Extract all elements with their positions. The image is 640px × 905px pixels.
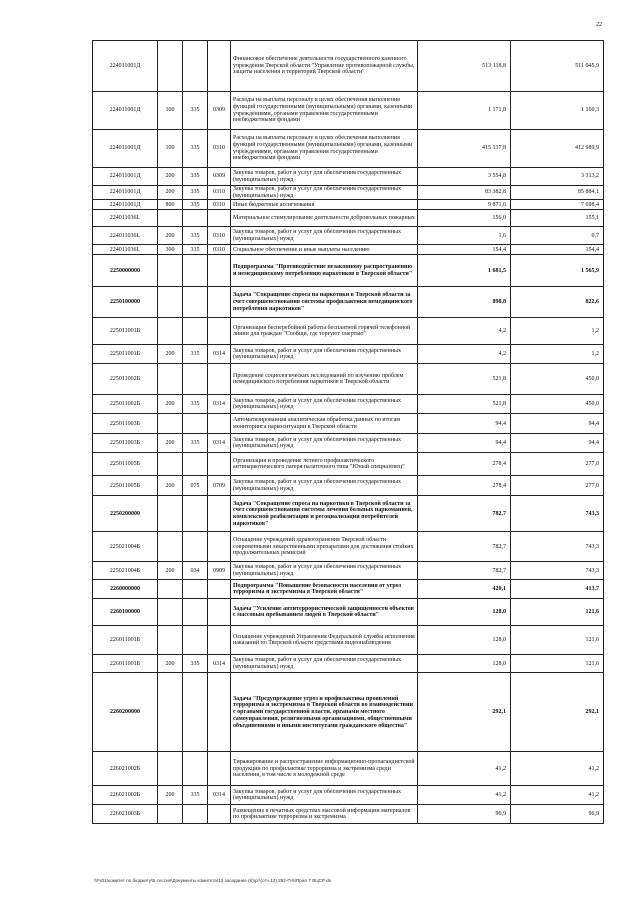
executed-amount-cell: 511 045,9 bbox=[511, 41, 604, 92]
section-code-cell bbox=[208, 599, 231, 626]
item-name-cell: Финансовое обеспечение деятельности государственного казенного учреждения Тверской области "Управление противопожарной службы, защиты населения и территорий Тверской области" bbox=[231, 41, 418, 92]
section-code-cell bbox=[208, 318, 231, 345]
expense-type-cell bbox=[158, 805, 183, 824]
section-code-cell: 0314 bbox=[208, 345, 231, 364]
department-code-cell bbox=[183, 210, 208, 227]
planned-amount-cell: 278,4 bbox=[418, 453, 511, 476]
section-code-cell: 0310 bbox=[208, 227, 231, 245]
executed-amount-cell: 292,1 bbox=[511, 673, 604, 752]
target-code-cell: 224011001Д bbox=[93, 168, 158, 186]
table-row bbox=[93, 786, 604, 805]
table-row bbox=[93, 186, 604, 200]
section-code-cell: 0310 bbox=[208, 186, 231, 200]
target-code-cell: 2260100000 bbox=[93, 599, 158, 626]
item-name-cell: Задача "Сокращение спроса на наркотики в Тверской области за счет совершенствования системы профилактики немедицинского потребления наркотиков" bbox=[231, 287, 418, 318]
section-code-cell bbox=[208, 453, 231, 476]
expense-type-cell bbox=[158, 453, 183, 476]
item-name-cell: Подпрограмма "Противодействие незаконному распространению и немедицинскому потреблению наркотиков в Тверской области" bbox=[231, 255, 418, 287]
expense-type-cell: 200 bbox=[158, 655, 183, 673]
expense-type-cell bbox=[158, 496, 183, 532]
section-code-cell bbox=[208, 752, 231, 786]
expense-type-cell bbox=[158, 580, 183, 599]
planned-amount-cell: 94,4 bbox=[418, 414, 511, 434]
item-name-cell: Организация бесперебойной работы бесплатной горячей телефонной линии для граждан "Сообщи, где торгуют смертью" bbox=[231, 318, 418, 345]
item-name-cell: Размещение в печатных средствах массовой информации материалов по профилактике терроризма и экстремизма bbox=[231, 805, 418, 824]
department-code-cell: 034 bbox=[183, 562, 208, 580]
department-code-cell bbox=[183, 41, 208, 92]
item-name-cell: Закупка товаров, работ и услуг для обеспечения государственных (муниципальных) нужд bbox=[231, 168, 418, 186]
table-row bbox=[93, 200, 604, 210]
target-code-cell: 226021002Б bbox=[93, 752, 158, 786]
section-code-cell: 0314 bbox=[208, 395, 231, 414]
section-code-cell: 0310 bbox=[208, 200, 231, 210]
department-code-cell: 335 bbox=[183, 395, 208, 414]
target-code-cell: 225011002Б bbox=[93, 364, 158, 395]
section-code-cell bbox=[208, 673, 231, 752]
target-code-cell: 225011003Б bbox=[93, 434, 158, 453]
planned-amount-cell: 83 382,8 bbox=[418, 186, 511, 200]
planned-amount-cell: 41,2 bbox=[418, 786, 511, 805]
expense-type-cell: 200 bbox=[158, 434, 183, 453]
target-code-cell: 226011001Б bbox=[93, 655, 158, 673]
section-code-cell: 0909 bbox=[208, 562, 231, 580]
executed-amount-cell: 3 313,2 bbox=[511, 168, 604, 186]
executed-amount-cell: 277,0 bbox=[511, 453, 604, 476]
expense-type-cell bbox=[158, 210, 183, 227]
department-code-cell bbox=[183, 496, 208, 532]
table-row bbox=[93, 532, 604, 562]
executed-amount-cell: 1,2 bbox=[511, 345, 604, 364]
section-code-cell bbox=[208, 364, 231, 395]
executed-amount-cell: 1 160,3 bbox=[511, 92, 604, 130]
department-code-cell: 335 bbox=[183, 245, 208, 255]
planned-amount-cell: 94,4 bbox=[418, 434, 511, 453]
target-code-cell: 224011001Д bbox=[93, 200, 158, 210]
table-row bbox=[93, 255, 604, 287]
table-row bbox=[93, 476, 604, 496]
section-code-cell bbox=[208, 414, 231, 434]
expense-type-cell: 200 bbox=[158, 227, 183, 245]
table-row bbox=[93, 673, 604, 752]
expense-type-cell: 100 bbox=[158, 92, 183, 130]
expense-type-cell: 200 bbox=[158, 168, 183, 186]
target-code-cell: 224011001Д bbox=[93, 186, 158, 200]
section-code-cell: 0314 bbox=[208, 786, 231, 805]
item-name-cell: Закупка товаров, работ и услуг для обеспечения государственных (муниципальных) нужд bbox=[231, 227, 418, 245]
department-code-cell: 335 bbox=[183, 130, 208, 168]
executed-amount-cell: 1,2 bbox=[511, 318, 604, 345]
target-code-cell: 225011005Б bbox=[93, 453, 158, 476]
planned-amount-cell: 782,7 bbox=[418, 532, 511, 562]
executed-amount-cell: 94,4 bbox=[511, 414, 604, 434]
executed-amount-cell: 154,4 bbox=[511, 245, 604, 255]
expense-type-cell: 100 bbox=[158, 130, 183, 168]
section-code-cell bbox=[208, 287, 231, 318]
executed-amount-cell: 94,4 bbox=[511, 434, 604, 453]
section-code-cell: 0309 bbox=[208, 168, 231, 186]
executed-amount-cell: 743,3 bbox=[511, 532, 604, 562]
executed-amount-cell: 41,2 bbox=[511, 752, 604, 786]
executed-amount-cell: 96,9 bbox=[511, 805, 604, 824]
planned-amount-cell: 1 681,5 bbox=[418, 255, 511, 287]
target-code-cell: 224011036L bbox=[93, 210, 158, 227]
table-row bbox=[93, 364, 604, 395]
executed-amount-cell: 0,7 bbox=[511, 227, 604, 245]
department-code-cell bbox=[183, 599, 208, 626]
table-row bbox=[93, 580, 604, 599]
section-code-cell bbox=[208, 532, 231, 562]
item-name-cell: Тиражирование и распространение информационно-пропагандистской продукции по профилактике терроризма и экстремизма среди населения, в том числе в молодежной среде bbox=[231, 752, 418, 786]
target-code-cell: 224011036L bbox=[93, 227, 158, 245]
planned-amount-cell: 415 137,8 bbox=[418, 130, 511, 168]
expense-type-cell: 200 bbox=[158, 395, 183, 414]
department-code-cell bbox=[183, 287, 208, 318]
target-code-cell: 2260200000 bbox=[93, 673, 158, 752]
expense-type-cell: 200 bbox=[158, 476, 183, 496]
table-row bbox=[93, 752, 604, 786]
expense-type-cell bbox=[158, 752, 183, 786]
expense-type-cell: 300 bbox=[158, 245, 183, 255]
department-code-cell bbox=[183, 532, 208, 562]
planned-amount-cell: 3 554,8 bbox=[418, 168, 511, 186]
item-name-cell: Закупка товаров, работ и услуг для обеспечения государственных (муниципальных) нужд bbox=[231, 655, 418, 673]
table-row bbox=[93, 434, 604, 453]
expense-type-cell bbox=[158, 255, 183, 287]
planned-amount-cell: 154,4 bbox=[418, 245, 511, 255]
item-name-cell: Закупка товаров, работ и услуг для обеспечения государственных (муниципальных) нужд bbox=[231, 562, 418, 580]
item-name-cell: Подпрограмма "Повышение безопасности населения от угроз терроризма и экстремизма в Тверской области" bbox=[231, 580, 418, 599]
target-code-cell: 225011001Б bbox=[93, 345, 158, 364]
target-code-cell: 225021004Б bbox=[93, 532, 158, 562]
planned-amount-cell: 4,2 bbox=[418, 345, 511, 364]
item-name-cell: Закупка товаров, работ и услуг для обеспечения государственных (муниципальных) нужд bbox=[231, 186, 418, 200]
executed-amount-cell: 121,6 bbox=[511, 599, 604, 626]
department-code-cell bbox=[183, 255, 208, 287]
expense-type-cell bbox=[158, 532, 183, 562]
table-row bbox=[93, 227, 604, 245]
executed-amount-cell: 743,3 bbox=[511, 562, 604, 580]
section-code-cell: 0314 bbox=[208, 434, 231, 453]
expense-type-cell: 200 bbox=[158, 186, 183, 200]
section-code-cell: 0709 bbox=[208, 476, 231, 496]
item-name-cell: Автоматизированная аналитическая обработка данных по итогам мониторинга наркоситуации в Тверской области bbox=[231, 414, 418, 434]
item-name-cell: Расходы на выплаты персоналу в целях обеспечения выполнения функций государственными (муниципальными) органами, казенными учреждениями, органами управления государственными внебюджетными фондами bbox=[231, 130, 418, 168]
expense-type-cell bbox=[158, 318, 183, 345]
expense-type-cell bbox=[158, 626, 183, 655]
table-row bbox=[93, 245, 604, 255]
section-code-cell bbox=[208, 210, 231, 227]
executed-amount-cell: 743,3 bbox=[511, 496, 604, 532]
planned-amount-cell: 292,1 bbox=[418, 673, 511, 752]
item-name-cell: Задача "Усиление антитеррористической защищенности объектов с массовым пребыванием людей в Тверской области" bbox=[231, 599, 418, 626]
department-code-cell bbox=[183, 805, 208, 824]
target-code-cell: 225011002Б bbox=[93, 395, 158, 414]
item-name-cell: Закупка товаров, работ и услуг для обеспечения государственных (муниципальных) нужд bbox=[231, 786, 418, 805]
department-code-cell: 335 bbox=[183, 168, 208, 186]
expense-type-cell: 200 bbox=[158, 786, 183, 805]
planned-amount-cell: 513 118,8 bbox=[418, 41, 511, 92]
planned-amount-cell: 128,0 bbox=[418, 626, 511, 655]
section-code-cell bbox=[208, 805, 231, 824]
executed-amount-cell: 450,0 bbox=[511, 364, 604, 395]
item-name-cell: Оснащение учреждений Управления Федеральной службы исполнения наказаний по Тверской области средствами видеонаблюдения bbox=[231, 626, 418, 655]
section-code-cell bbox=[208, 626, 231, 655]
planned-amount-cell: 420,1 bbox=[418, 580, 511, 599]
target-code-cell: 225021004Б bbox=[93, 562, 158, 580]
planned-amount-cell: 782,7 bbox=[418, 562, 511, 580]
department-code-cell bbox=[183, 318, 208, 345]
department-code-cell: 335 bbox=[183, 786, 208, 805]
table-row bbox=[93, 599, 604, 626]
department-code-cell bbox=[183, 752, 208, 786]
item-name-cell: Закупка товаров, работ и услуг для обеспечения государственных (муниципальных) нужд bbox=[231, 434, 418, 453]
department-code-cell bbox=[183, 453, 208, 476]
planned-amount-cell: 9 871,6 bbox=[418, 200, 511, 210]
expense-type-cell bbox=[158, 41, 183, 92]
executed-amount-cell: 412 989,9 bbox=[511, 130, 604, 168]
expense-type-cell bbox=[158, 287, 183, 318]
target-code-cell: 224011036L bbox=[93, 245, 158, 255]
item-name-cell: Закупка товаров, работ и услуг для обеспечения государственных (муниципальных) нужд bbox=[231, 476, 418, 496]
department-code-cell bbox=[183, 580, 208, 599]
target-code-cell: 224011001Д bbox=[93, 92, 158, 130]
item-name-cell: Задача "Сокращение спроса на наркотики в Тверской области за счет совершенствования системы лечения больных наркоманией, комплексной реабилитации и ресоциализации потребителей наркотиков" bbox=[231, 496, 418, 532]
target-code-cell: 225011001Б bbox=[93, 318, 158, 345]
table-row bbox=[93, 130, 604, 168]
executed-amount-cell: 413,7 bbox=[511, 580, 604, 599]
executed-amount-cell: 121,6 bbox=[511, 655, 604, 673]
target-code-cell: 2250100000 bbox=[93, 287, 158, 318]
table-row bbox=[93, 414, 604, 434]
target-code-cell: 225011005Б bbox=[93, 476, 158, 496]
target-code-cell: 226011001Б bbox=[93, 626, 158, 655]
executed-amount-cell: 450,0 bbox=[511, 395, 604, 414]
budget-table bbox=[92, 40, 604, 824]
target-code-cell: 2250200000 bbox=[93, 496, 158, 532]
item-name-cell: Закупка товаров, работ и услуг для обеспечения государственных (муниципальных) нужд bbox=[231, 395, 418, 414]
table-row bbox=[93, 345, 604, 364]
department-code-cell bbox=[183, 364, 208, 395]
department-code-cell bbox=[183, 414, 208, 434]
department-code-cell: 335 bbox=[183, 92, 208, 130]
table-row bbox=[93, 318, 604, 345]
planned-amount-cell: 128,0 bbox=[418, 655, 511, 673]
table-row bbox=[93, 655, 604, 673]
table-row bbox=[93, 287, 604, 318]
planned-amount-cell: 898,8 bbox=[418, 287, 511, 318]
table-row bbox=[93, 395, 604, 414]
section-code-cell: 0310 bbox=[208, 130, 231, 168]
planned-amount-cell: 41,2 bbox=[418, 752, 511, 786]
table-row bbox=[93, 562, 604, 580]
item-name-cell: Проведение социологических исследований по изучению проблем немедицинского потребления наркотиков в Тверской области bbox=[231, 364, 418, 395]
item-name-cell: Материальное стимулирование деятельности добровольных пожарных bbox=[231, 210, 418, 227]
department-code-cell: 335 bbox=[183, 200, 208, 210]
expense-type-cell bbox=[158, 414, 183, 434]
executed-amount-cell: 1 565,9 bbox=[511, 255, 604, 287]
executed-amount-cell: 277,0 bbox=[511, 476, 604, 496]
executed-amount-cell: 822,6 bbox=[511, 287, 604, 318]
department-code-cell: 335 bbox=[183, 227, 208, 245]
table-row bbox=[93, 210, 604, 227]
table-row bbox=[93, 168, 604, 186]
planned-amount-cell: 1,6 bbox=[418, 227, 511, 245]
section-code-cell bbox=[208, 580, 231, 599]
item-name-cell: Иные бюджетные ассигнования bbox=[231, 200, 418, 210]
table-row bbox=[93, 41, 604, 92]
table-row bbox=[93, 453, 604, 476]
section-code-cell bbox=[208, 255, 231, 287]
expense-type-cell: 200 bbox=[158, 562, 183, 580]
section-code-cell: 0314 bbox=[208, 655, 231, 673]
item-name-cell: Социальное обеспечение и иные выплаты населению bbox=[231, 245, 418, 255]
table-row bbox=[93, 496, 604, 532]
planned-amount-cell: 156,0 bbox=[418, 210, 511, 227]
planned-amount-cell: 521,8 bbox=[418, 395, 511, 414]
item-name-cell: Организация и проведение летнего профилактического антинаркотического лагеря палаточного типа "Юный спецназовец" bbox=[231, 453, 418, 476]
item-name-cell: Оснащение учреждений здравоохранения Тверской области современными лекарственными препаратами для достижения стойких продолжительных ремиссий bbox=[231, 532, 418, 562]
department-code-cell: 335 bbox=[183, 186, 208, 200]
department-code-cell bbox=[183, 673, 208, 752]
page-number: 22 bbox=[596, 22, 602, 28]
expense-type-cell: 200 bbox=[158, 345, 183, 364]
department-code-cell: 075 bbox=[183, 476, 208, 496]
section-code-cell bbox=[208, 496, 231, 532]
target-code-cell: 225011003Б bbox=[93, 414, 158, 434]
executed-amount-cell: 155,1 bbox=[511, 210, 604, 227]
planned-amount-cell: 782,7 bbox=[418, 496, 511, 532]
planned-amount-cell: 4,2 bbox=[418, 318, 511, 345]
table-row bbox=[93, 626, 604, 655]
planned-amount-cell: 128,0 bbox=[418, 599, 511, 626]
planned-amount-cell: 96,9 bbox=[418, 805, 511, 824]
item-name-cell: Закупка товаров, работ и услуг для обеспечения государственных (муниципальных) нужд bbox=[231, 345, 418, 364]
section-code-cell: 0309 bbox=[208, 92, 231, 130]
target-code-cell: 2250000000 bbox=[93, 255, 158, 287]
table-row bbox=[93, 92, 604, 130]
expense-type-cell bbox=[158, 364, 183, 395]
department-code-cell: 335 bbox=[183, 434, 208, 453]
executed-amount-cell: 41,2 bbox=[511, 786, 604, 805]
department-code-cell: 335 bbox=[183, 345, 208, 364]
planned-amount-cell: 521,8 bbox=[418, 364, 511, 395]
executed-amount-cell: 85 884,1 bbox=[511, 186, 604, 200]
department-code-cell: 335 bbox=[183, 655, 208, 673]
executed-amount-cell: 7 698,4 bbox=[511, 200, 604, 210]
table-row bbox=[93, 805, 604, 824]
expense-type-cell: 800 bbox=[158, 200, 183, 210]
planned-amount-cell: 278,4 bbox=[418, 476, 511, 496]
target-code-cell: 224011001Д bbox=[93, 41, 158, 92]
section-code-cell bbox=[208, 41, 231, 92]
target-code-cell: 2260000000 bbox=[93, 580, 158, 599]
target-code-cell: 224011001Д bbox=[93, 130, 158, 168]
item-name-cell: Задача "Предупреждение угроз и профилактика проявлений терроризма и экстремизма в Тверской области во взаимодействии с органами государственной власти, органами местного самоуправления, религиозными организациями, общественными объединениями и иными институтами гражданского общества" bbox=[231, 673, 418, 752]
executed-amount-cell: 121,6 bbox=[511, 626, 604, 655]
target-code-cell: 226021003Б bbox=[93, 805, 158, 824]
file-path-footer: \\Fs01\комитет по бюджету\Б сессия\Документы комитета\13 заседание (6)\рг\(отч.13) 282-П-6\Прил 7 ВЦСР.xls bbox=[94, 878, 332, 883]
expense-type-cell bbox=[158, 599, 183, 626]
target-code-cell: 226021002Б bbox=[93, 786, 158, 805]
expense-type-cell bbox=[158, 673, 183, 752]
planned-amount-cell: 1 171,8 bbox=[418, 92, 511, 130]
section-code-cell: 0310 bbox=[208, 245, 231, 255]
department-code-cell bbox=[183, 626, 208, 655]
item-name-cell: Расходы на выплаты персоналу в целях обеспечения выполнения функций государственными (муниципальными) органами, казенными учреждениями, органами управления государственными внебюджетными фондами bbox=[231, 92, 418, 130]
